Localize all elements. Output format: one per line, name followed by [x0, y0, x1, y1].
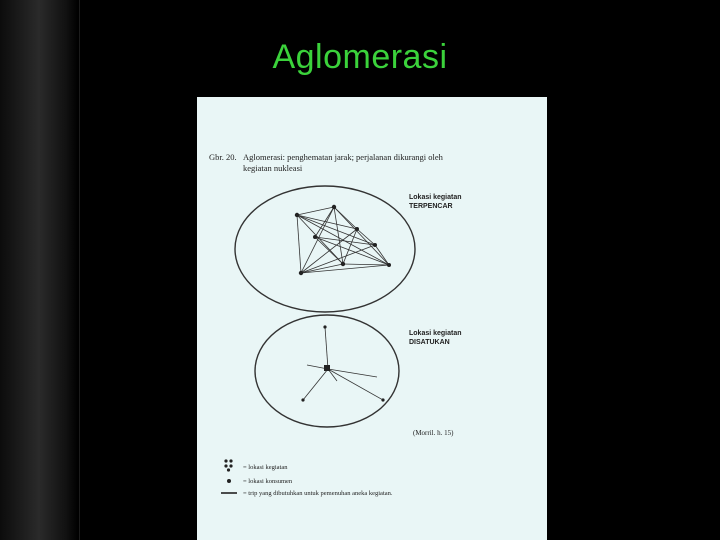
top-label-line-1: Lokasi kegiatan: [409, 194, 462, 201]
source-note: (Morril. h. 15): [413, 429, 454, 437]
scattered-diagram: [235, 186, 415, 312]
scanned-figure: [197, 97, 547, 540]
bottom-label-line-2: DISATUKAN: [409, 339, 450, 346]
legend-text-trip: = trip yang dibutuhkan untuk pemenuhan aneka kegiatan.: [243, 490, 393, 497]
figure-drawing: [197, 97, 547, 540]
nucleated-trip-lines: [303, 327, 383, 400]
bottom-label-line-1: Lokasi kegiatan: [409, 330, 462, 337]
nucleated-diagram: [255, 315, 399, 427]
cluster-dots-icon: [224, 459, 232, 471]
legend-text-activity: = lokasi kegiatan: [243, 464, 288, 471]
dot-icon: [227, 479, 231, 483]
legend-text-consumer: = lokasi konsumen: [243, 478, 293, 485]
legend: [221, 459, 393, 497]
caption-line-2: kegiatan nukleasi: [243, 163, 303, 173]
nucleated-activity-dots: [301, 325, 384, 401]
caption-line-1: Aglomerasi: penghematan jarak; perjalanan dikurangi oleh: [243, 152, 443, 162]
slide-title: Aglomerasi: [272, 38, 448, 76]
caption-number: Gbr. 20.: [209, 152, 237, 162]
left-decorative-bar: [0, 0, 78, 540]
scattered-circle: [235, 186, 415, 312]
left-bar-divider: [79, 0, 80, 540]
top-label-line-2: TERPENCAR: [409, 203, 453, 210]
